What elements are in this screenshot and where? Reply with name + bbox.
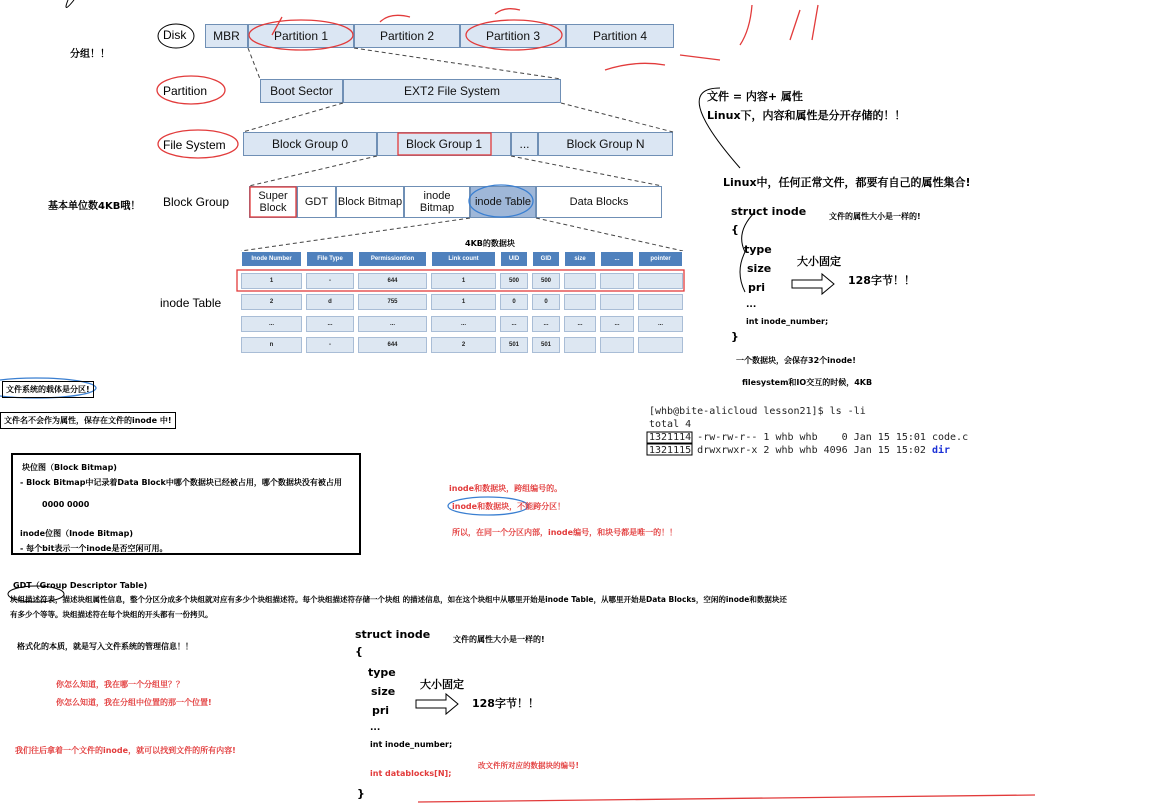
table-cell: ... xyxy=(564,316,596,332)
bits-value: 0000 0000 xyxy=(42,500,90,509)
table-header: size xyxy=(564,251,596,267)
table-cell xyxy=(600,273,634,289)
table-cell: ... xyxy=(358,316,427,332)
struct-inode-top: struct inode xyxy=(731,205,807,218)
per-block-note: 一个数据块，会保存32个inode! xyxy=(736,356,856,365)
ellipsis-bottom: ... xyxy=(370,723,381,733)
ibitmap-title: inode位图（Inode Bitmap) xyxy=(20,529,133,538)
block-4kb-note: 4KB的数据块 xyxy=(465,239,515,248)
table-cell: - xyxy=(306,273,354,289)
boot-sector-box: Boot Sector xyxy=(260,79,343,103)
file-system-label: File System xyxy=(163,138,226,152)
table-cell xyxy=(638,294,683,310)
table-cell: 0 xyxy=(532,294,560,310)
linux-attr-note: Linux中，任何正常文件，都要有自己的属性集合! xyxy=(723,176,971,189)
mbr-box: MBR xyxy=(205,24,248,48)
table-cell: 644 xyxy=(358,273,427,289)
partition-1-box: Partition 1 xyxy=(248,24,354,48)
table-cell: n xyxy=(241,337,302,353)
terminal-line-2: total 4 xyxy=(649,419,692,430)
field-pri-bottom: pri xyxy=(372,704,390,717)
block-group-n-box: Block Group N xyxy=(538,132,673,156)
table-cell xyxy=(600,294,634,310)
ext2-box: EXT2 File System xyxy=(343,79,561,103)
table-cell xyxy=(564,337,596,353)
table-cell: 500 xyxy=(500,273,528,289)
cross-group-note: inode和数据块，跨组编号的。 xyxy=(449,484,563,493)
table-cell: 1 xyxy=(431,294,496,310)
question-2: 你怎么知道，我在分组中位置的那一个位置! xyxy=(56,698,212,707)
table-cell: 501 xyxy=(500,337,528,353)
inode-number-value: 1321114 xyxy=(649,432,692,443)
table-cell: 755 xyxy=(358,294,427,310)
table-cell xyxy=(638,337,683,353)
table-header: UID xyxy=(500,251,528,267)
table-header: Inode Number xyxy=(241,251,302,267)
table-cell: 2 xyxy=(241,294,302,310)
table-cell: ... xyxy=(532,316,560,332)
bitmap-desc: - Block Bitmap中记录着Data Block中哪个数据块已经被占用，哪个数据块没有被占用 xyxy=(20,478,342,487)
table-cell: ... xyxy=(500,316,528,332)
table-cell: ... xyxy=(306,316,354,332)
unit-4kb-note: 基本单位数4KB哦！ xyxy=(48,201,141,212)
data-blocks-box: Data Blocks xyxy=(536,186,662,218)
table-cell: d xyxy=(306,294,354,310)
table-header: File Type xyxy=(306,251,354,267)
gdt-title: GDT（Group Descriptor Table) xyxy=(13,581,148,590)
table-header: Link count xyxy=(431,251,496,267)
io-4kb-note: filesystem和IO交互的时候，4KB xyxy=(742,378,873,387)
ibitmap-desc: - 每个bit表示一个inode是否空闲可用。 xyxy=(20,544,168,553)
field-type-bottom: type xyxy=(368,666,396,679)
unique-note: 所以，在同一个分区内部，inode编号，和块号都是唯一的！！ xyxy=(452,528,678,537)
inode-table-label: inode Table xyxy=(160,296,222,310)
question-3: 我们往后拿着一个文件的inode，就可以找到文件的所有内容! xyxy=(15,746,236,755)
block-group-label: Block Group xyxy=(163,195,230,209)
table-cell xyxy=(564,273,596,289)
ellipsis-top: ... xyxy=(746,300,757,310)
brace-open-top: { xyxy=(731,223,739,236)
partition-2-box: Partition 2 xyxy=(354,24,460,48)
table-cell: 644 xyxy=(358,337,427,353)
dir-name: dir xyxy=(931,445,951,456)
block-bitmap-box: Block Bitmap xyxy=(336,186,404,218)
brace-close-top: } xyxy=(731,330,739,343)
attr-same-top: 文件的属性大小是一样的! xyxy=(829,212,921,221)
block-group-1-box: Block Group 1 xyxy=(377,132,511,156)
cross-partition-note: inode和数据块，不能跨分区！ xyxy=(452,502,566,511)
table-cell: ... xyxy=(431,316,496,332)
table-cell: 500 xyxy=(532,273,560,289)
table-header: Permissiontion xyxy=(358,251,427,267)
ls-entry: -rw-rw-r-- 1 whb whb 0 Jan 15 15:01 code.c xyxy=(691,432,969,443)
table-cell: ... xyxy=(241,316,302,332)
partition-4-box: Partition 4 xyxy=(566,24,674,48)
block-group-0-box: Block Group 0 xyxy=(243,132,377,156)
format-note: 格式化的本质，就是写入文件系统的管理信息！！ xyxy=(17,642,193,651)
field-size-bottom: size xyxy=(371,685,396,698)
question-1: 你怎么知道，我在哪一个分组里？？ xyxy=(56,680,184,689)
field-type-top: type xyxy=(744,243,772,256)
file-equation-note: 文件 = 内容+ 属性 xyxy=(707,90,803,103)
table-cell: 0 xyxy=(500,294,528,310)
datablocks-field: int datablocks[N]; xyxy=(370,769,452,778)
field-size-top: size xyxy=(747,262,772,275)
super-block-box: Super Block xyxy=(249,186,297,218)
struct-inode-bottom: struct inode xyxy=(355,628,431,641)
partition-3-box: Partition 3 xyxy=(460,24,566,48)
inode-number-bottom: int inode_number; xyxy=(370,740,453,749)
bytes-top: 128字节！！ xyxy=(848,274,915,287)
table-cell: ... xyxy=(638,316,683,332)
fixed-size-top: 大小固定 xyxy=(797,255,841,268)
terminal-line-3 xyxy=(649,432,968,443)
linux-separate-note: Linux下，内容和属性是分开存储的！！ xyxy=(707,109,906,122)
brace-close-bottom: } xyxy=(357,787,365,800)
gdt-desc-2: 有多少个等等。块组描述符在每个块组的开头都有一份拷贝。 xyxy=(10,610,213,619)
field-pri-top: pri xyxy=(748,281,766,294)
inode-number-top: int inode_number; xyxy=(746,317,829,326)
table-header: GID xyxy=(532,251,560,267)
filename-note: 文件名不会作为属性，保存在文件的inode 中! xyxy=(0,412,176,429)
fixed-size-bottom: 大小固定 xyxy=(420,678,464,691)
terminal-line-4 xyxy=(649,445,950,456)
brace-open-bottom: { xyxy=(355,645,363,658)
table-cell: 2 xyxy=(431,337,496,353)
datablocks-note: 改文件所对应的数据块的编号! xyxy=(478,761,579,770)
table-cell: 1 xyxy=(431,273,496,289)
table-cell xyxy=(564,294,596,310)
bitmap-title: 块位图（Block Bitmap) xyxy=(22,463,117,472)
group-note: 分组！！ xyxy=(70,49,110,60)
inode-number-value: 1321115 xyxy=(649,445,692,456)
table-header: pointer xyxy=(638,251,683,267)
table-cell: ... xyxy=(600,316,634,332)
gdt-desc-1: 块组描述符表，描述块组属性信息，整个分区分成多个块组就对应有多少个块组描述符。每个块组描述符存储一个块组 的描述信息，如在这个块组中从哪里开始是inode Table，从哪里开始是Data Blocks，空闲的inode和数据块还 xyxy=(10,595,787,604)
ls-entry: drwxrwxr-x 2 whb whb 4096 Jan 15 15:02 xyxy=(691,445,932,456)
fs-carrier-note: 文件系统的载体是分区! xyxy=(2,381,94,398)
attr-same-bottom: 文件的属性大小是一样的! xyxy=(453,635,545,644)
table-header: ... xyxy=(600,251,634,267)
inode-bitmap-box: inode Bitmap xyxy=(404,186,470,218)
block-group-ellipsis-box: ... xyxy=(511,132,538,156)
table-cell xyxy=(600,337,634,353)
table-cell: - xyxy=(306,337,354,353)
terminal-line-1: [whb@bite-alicloud lesson21]$ ls -li xyxy=(649,406,866,417)
inode-table-box: inode Table xyxy=(470,186,536,218)
gdt-box: GDT xyxy=(297,186,336,218)
table-cell: 1 xyxy=(241,273,302,289)
table-cell: 501 xyxy=(532,337,560,353)
bytes-bottom: 128字节！！ xyxy=(472,697,539,710)
disk-label: Disk xyxy=(163,28,187,42)
partition-label: Partition xyxy=(163,84,208,98)
table-cell xyxy=(638,273,683,289)
